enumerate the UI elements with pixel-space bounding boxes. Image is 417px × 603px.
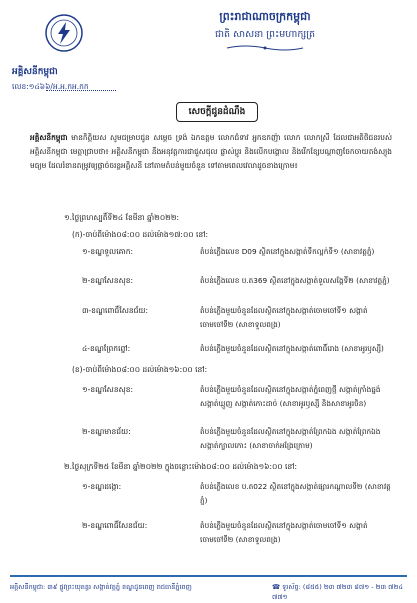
- area-label: ១-ខណ្ឌដង្កោ:: [82, 482, 122, 491]
- section-1-group-b-time: (ខ)-ចាប់ពីម៉ោង០៨:០០ ដល់ម៉ោង១៦:០០ នៅ:: [72, 365, 208, 374]
- edc-logo-icon: [44, 13, 84, 53]
- intro-lead: អគ្គិសនីកម្ពុជា: [30, 133, 68, 142]
- area-text: តំបន់ភ្លើងមួយចំនួនដែលស្ថិតនៅក្នុងសង្កាត់ចោមចៅទី១ សង្កាត់ចោមចៅទី២ (សាខាទួលពង្រ): [200, 521, 368, 544]
- area-label: ១-ខណ្ឌទួលគោក:: [82, 247, 134, 256]
- footer-phone-text: ទូរស័ព្ទ: (៨៥៥) ២៣ ៧២៣ ៨៧១ - ២៣ ៧២៤ ៧៧១: [272, 583, 404, 601]
- area-label: ៤-ខណ្ឌព្រែកព្នៅ:: [82, 344, 131, 353]
- section-2-heading: ២.ថ្ងៃសុក្រទី២៥ ខែមីនា ឆ្នាំ២០២២ ក្នុងចន្លោះម៉ោង០៨:០០ ដល់ម៉ោង១៦:០០ នៅ:: [64, 462, 298, 471]
- area-text: តំបន់ភ្លើងលេខ ប.ត022 ស្ថិតនៅក្នុងសង្កាត់ផ្សារកណ្ដាលទី២ (សាខាវត្តភ្នំ): [200, 482, 391, 505]
- footer-address: អគ្គិសនីកម្ពុជា: ៣៩ ផ្លូវព្រះយុគន្ធរ សង្កាត់វត្តភ្នំ ខណ្ឌដូនពេញ រាជធានីភ្នំពេញ: [10, 583, 192, 591]
- area-text: តំបន់ភ្លើងមួយចំនួនដែលស្ថិតនៅក្នុងសង្កាត់ពោធិ៍រោង (សាខាអូរឫស្សី): [200, 344, 384, 353]
- area-label: ១-ខណ្ឌសែនសុខ:: [82, 385, 134, 394]
- intro-body: មានកិត្តិយស សូមជម្រាបជូន សម្ដេច ទ្រង់ ឯកឧត្ដម លោកជំទាវ អ្នកឧកញ៉ា លោក លោកស្រី ដែលជាអតិថិជនរបស់អគ្គិសនីកម្ពុជា មេត្តាជ្រាបថា៖ អគ្គិសនីកម្ពុជា នឹងអនុវត្តការជាជួសជុល ផ្លាស់ប្ដូរ និងលើកបង្គោល និងរើកខ្សែបណ្ដាញចែកចាយតង់ស្យុងមធ្យម ដែលរំខានតម្រូវឲ្យផ្ដាច់ចរន្ដអគ្គិសនី នៅតាមតំបន់មួយចំនួន ទៅតាមពេលវេលាដូចខាងក្រោម៖: [30, 133, 392, 170]
- area-text: តំបន់ភ្លើងលេខ ប.ត369 ស្ថិតនៅក្នុងសង្កាត់ទួលសង្កែទី២ (សាខាវត្តភ្នំ): [200, 276, 390, 285]
- section-1-heading: ១.ថ្ងៃព្រហស្បតិ៍ទី២៤ ខែមីនា ឆ្នាំ២០២២:: [64, 213, 180, 222]
- reference-underline: [46, 90, 116, 91]
- area-label: ២-ខណ្ឌពោធិ៍សែនជ័យ:: [82, 521, 148, 530]
- area-text: តំបន់ភ្លើងមួយចំនួនដែលស្ថិតនៅក្នុងសង្កាត់ចោមចៅទី១ សង្កាត់ចោមចៅទី២ (សាខាទួលពង្រ): [200, 306, 368, 329]
- ornament-divider-icon: [225, 44, 305, 52]
- phone-icon: ☎: [272, 583, 283, 591]
- footer-divider: [10, 575, 407, 577]
- reference-number: លេខ:១៤៦៦/អ.អ.កអ.កក: [12, 82, 89, 91]
- area-text: តំបន់ភ្លើងលេខ D09 ស្ថិតនៅក្នុងសង្កាត់ទឹកល្អក់ទី១ (សាខាវត្តភ្នំ): [200, 247, 375, 256]
- area-text: តំបន់ភ្លើងមួយចំនួនដែលស្ថិតនៅក្នុងសង្កាត់ព្រែកឯង សង្កាត់ព្រែកឯងសង្កាត់ក្បាលកោះ (សាខាចាក់អង្រែក្រោម): [200, 427, 381, 450]
- area-label: ៣-ខណ្ឌពោធិ៍សែនជ័យ:: [82, 306, 149, 315]
- intro-paragraph: [30, 131, 392, 173]
- kingdom-heading: ព្រះរាជាណាចក្រកម្ពុជា: [219, 10, 311, 23]
- area-label: ២-ខណ្ឌមានជ័យ:: [82, 427, 131, 436]
- section-1-group-a-time: (ក)-ចាប់ពីម៉ោង០៨:០០ ដល់ម៉ោង១៧:០០ នៅ:: [72, 230, 209, 239]
- area-text: តំបន់ភ្លើងមួយចំនួនដែលស្ថិតនៅក្នុងសង្កាត់ភ្នំពេញថ្មី សង្កាត់ក្រាំងធ្នង់ សង្កាត់ឃ្មួញ សង្កាត់កោះដាច់ (សាខាអូរឫស្សី និងសាខាអូរចិន): [200, 385, 381, 408]
- national-motto: ជាតិ សាសនា ព្រះមហាក្សត្រ: [214, 29, 316, 40]
- org-name: អគ្គិសនីកម្ពុជា: [12, 67, 58, 77]
- area-label: ២-ខណ្ឌសែនសុខ:: [82, 276, 134, 285]
- footer-phone: [272, 583, 417, 603]
- document-title: សេចក្តីជូនដំណឹង: [176, 102, 258, 122]
